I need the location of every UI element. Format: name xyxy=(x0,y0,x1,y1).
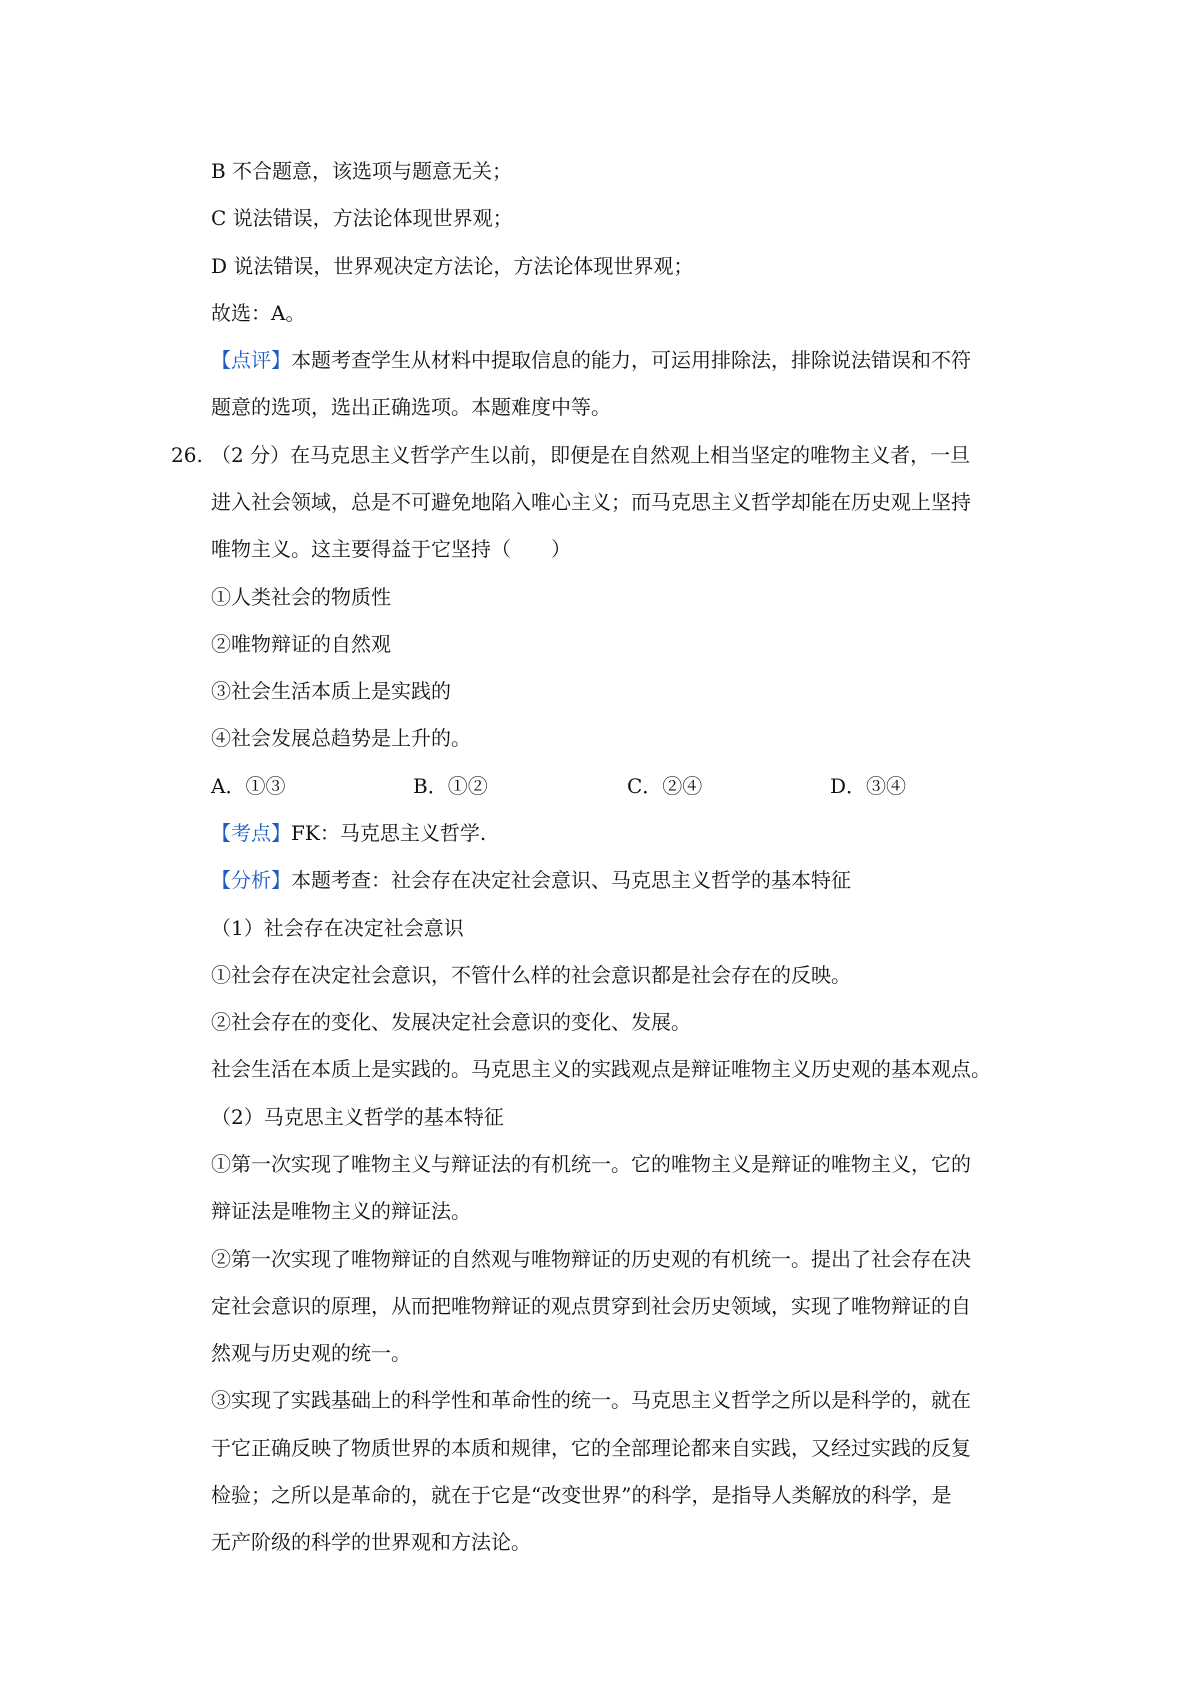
fenxi-line-3: ②社会存在的变化、发展决定社会意识的变化、发展。 xyxy=(211,1010,691,1034)
fenxi-label: 【分析】 xyxy=(211,868,291,892)
question-number: 26. xyxy=(171,443,203,467)
question-item-4: ④社会发展总趋势是上升的。 xyxy=(211,726,471,750)
fenxi-line-10: 然观与历史观的统一。 xyxy=(211,1341,411,1365)
kaodian-line xyxy=(211,819,486,847)
fenxi-line-9: 定社会意识的原理，从而把唯物辩证的观点贯穿到社会历史领域，实现了唯物辩证的自 xyxy=(211,1294,971,1318)
question-26-line-3: 唯物主义。这主要得益于它坚持（ ） xyxy=(211,537,571,561)
question-item-2: ②唯物辩证的自然观 xyxy=(211,632,391,656)
fenxi-line-1: （1）社会存在决定社会意识 xyxy=(211,916,464,940)
fenxi-line-8: ②第一次实现了唯物辩证的自然观与唯物辩证的历史观的有机统一。提出了社会存在决 xyxy=(211,1247,971,1271)
comment-text-1: 本题考查学生从材料中提取信息的能力，可运用排除法，排除说法错误和不符 xyxy=(291,348,971,372)
analysis-line-c: C 说法错误，方法论体现世界观； xyxy=(211,206,513,230)
question-26-line-2: 进入社会领域，总是不可避免地陷入唯心主义；而马克思主义哲学却能在历史观上坚持 xyxy=(211,490,971,514)
analysis-line-d: D 说法错误，世界观决定方法论，方法论体现世界观； xyxy=(211,254,694,278)
fenxi-line-2: ①社会存在决定社会意识，不管什么样的社会意识都是社会存在的反映。 xyxy=(211,963,851,987)
fenxi-line-5: （2）马克思主义哲学的基本特征 xyxy=(211,1105,504,1129)
question-stem-1: （2 分）在马克思主义哲学产生以前，即便是在自然观上相当坚定的唯物主义者，一旦 xyxy=(211,443,971,467)
kaodian-text: FK：马克思主义哲学. xyxy=(291,821,487,845)
fenxi-text: 本题考查：社会存在决定社会意识、马克思主义哲学的基本特征 xyxy=(291,868,851,892)
fenxi-line-11: ③实现了实践基础上的科学性和革命性的统一。马克思主义哲学之所以是科学的，就在 xyxy=(211,1388,971,1412)
comment-line-1 xyxy=(211,346,971,374)
question-26-line-1 xyxy=(171,441,971,469)
fenxi-line-7: 辩证法是唯物主义的辩证法。 xyxy=(211,1199,471,1223)
fenxi-line xyxy=(211,866,851,894)
option-c: C．②④ xyxy=(627,774,703,798)
answer-line: 故选：A。 xyxy=(211,301,306,325)
option-d: D．③④ xyxy=(830,774,907,798)
analysis-line-b: B 不合题意，该选项与题意无关； xyxy=(211,159,513,183)
question-item-1: ①人类社会的物质性 xyxy=(211,585,391,609)
option-a: A．①③ xyxy=(211,774,286,798)
fenxi-line-14: 无产阶级的科学的世界观和方法论。 xyxy=(211,1530,531,1554)
comment-line-2: 题意的选项，选出正确选项。本题难度中等。 xyxy=(211,395,611,419)
fenxi-line-13: 检验；之所以是革命的，就在于它是“改变世界”的科学，是指导人类解放的科学，是 xyxy=(211,1483,952,1507)
fenxi-line-6: ①第一次实现了唯物主义与辩证法的有机统一。它的唯物主义是辩证的唯物主义，它的 xyxy=(211,1152,971,1176)
kaodian-label: 【考点】 xyxy=(211,821,291,845)
fenxi-line-12: 于它正确反映了物质世界的本质和规律，它的全部理论都来自实践，又经过实践的反复 xyxy=(211,1436,971,1460)
option-b: B．①② xyxy=(413,774,488,798)
comment-label: 【点评】 xyxy=(211,348,291,372)
question-item-3: ③社会生活本质上是实践的 xyxy=(211,679,451,703)
fenxi-line-4: 社会生活在本质上是实践的。马克思主义的实践观点是辩证唯物主义历史观的基本观点。 xyxy=(211,1057,991,1081)
